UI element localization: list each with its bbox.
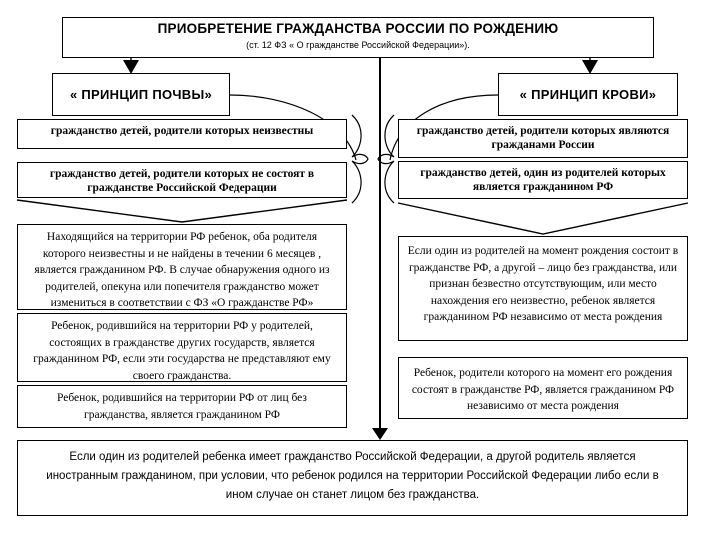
page-title: ПРИОБРЕТЕНИЕ ГРАЖДАНСТВА РОССИИ ПО РОЖДЕНИЮ bbox=[157, 21, 559, 36]
principle-box-soil bbox=[52, 73, 230, 116]
footer-summary-box bbox=[17, 440, 688, 516]
page-subtitle: (ст. 12 ФЗ « О гражданстве Российской Федерации»). bbox=[246, 40, 470, 50]
category-box-left-2 bbox=[17, 162, 347, 198]
category-left-2-text: гражданство детей, родители которых не состоят в гражданстве Российской Федерации bbox=[49, 168, 315, 194]
arrow-title-to-soil bbox=[123, 58, 139, 74]
category-right-2-text: гражданство детей, один из родителей которых является гражданином РФ bbox=[420, 167, 666, 193]
category-box-right-1 bbox=[398, 119, 688, 158]
footer-summary-text: Если один из родителей ребенка имеет гражданство Российской Федерации, а другой родитель является иностранным гражданином, при условии, что ребенок родился на территории Российской Федерации либо если в ином случае он станет лицом без гражданства. bbox=[46, 451, 659, 501]
principle-box-blood bbox=[498, 73, 678, 116]
arrow-title-to-blood bbox=[582, 58, 598, 74]
detail-left-3-text: Ребенок, родившийся на территории РФ от лиц без гражданства, является гражданином РФ bbox=[57, 392, 307, 421]
detail-box-left-2 bbox=[17, 313, 347, 382]
detail-box-left-3 bbox=[17, 385, 347, 428]
category-box-right-2 bbox=[398, 161, 688, 199]
detail-box-right-1 bbox=[398, 236, 688, 341]
category-right-1-text: гражданство детей, родители которых являются гражданами России bbox=[416, 125, 670, 151]
detail-left-2-text: Ребенок, родившийся на территории РФ у родителей, состоящих в гражданстве других государств, является гражданином РФ, если эти государства не представляют ему своего гражданства. bbox=[33, 320, 331, 382]
funnel-left bbox=[17, 200, 347, 222]
category-left-1-text: гражданство детей, родители которых неизвестны bbox=[50, 125, 314, 137]
detail-left-1-text: Находящийся на территории РФ ребенок, оба родителя которого неизвестны и не найдены в течении 6 месяцев , является гражданином РФ. В случае обнаружения одного из родителей, опекуна или попечителя гражданство может измениться в соответствии с ФЗ «О гражданстве РФ» bbox=[34, 231, 330, 309]
diagram-title-box bbox=[62, 17, 654, 58]
detail-box-right-2 bbox=[398, 357, 688, 419]
detail-right-2-text: Ребенок, родители которого на момент его рождения состоят в гражданстве РФ, является гражданином РФ независимо от места рождения bbox=[411, 367, 675, 412]
brace-left-categories bbox=[352, 115, 368, 203]
principle-blood-label: « ПРИНЦИП КРОВИ» bbox=[519, 87, 657, 102]
principle-soil-label: « ПРИНЦИП ПОЧВЫ» bbox=[69, 87, 213, 102]
category-box-left-1 bbox=[17, 119, 347, 149]
detail-box-left-1 bbox=[17, 224, 347, 310]
detail-right-1-text: Если один из родителей на момент рождения состоит в гражданстве РФ, а другой – лицо без гражданства, или признан безвестно отсутствующим, или место нахождения его неизвестно, ребенок является гражданином РФ независимо от места рождения bbox=[407, 245, 679, 323]
brace-right-categories bbox=[378, 115, 394, 203]
arrow-title-to-footer bbox=[372, 58, 388, 440]
funnel-right bbox=[398, 203, 688, 234]
